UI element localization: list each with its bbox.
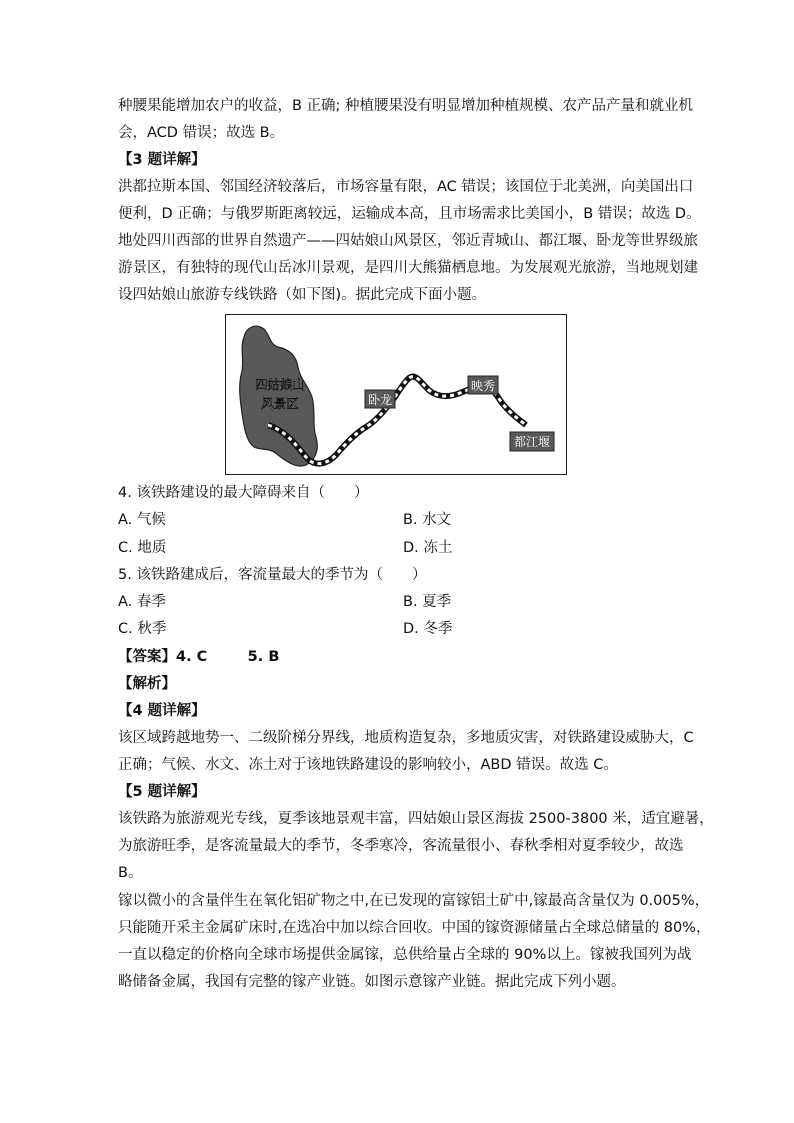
section-heading: 【4 题详解】 bbox=[118, 703, 206, 719]
text-line: 镓以微小的含量伴生在氧化铝矿物之中,在已发现的富镓铝土矿中,镓最高含量仅为 0.005%， bbox=[118, 893, 710, 909]
railway-map-graphic bbox=[226, 315, 568, 476]
q5-option-b: B. 夏季 bbox=[403, 594, 452, 610]
text-line: 设四姑娘山旅游专线铁路（如下图)。据此完成下面小题。 bbox=[118, 287, 487, 303]
q4-option-d: D. 冻土 bbox=[403, 540, 453, 556]
question-5-stem: 5. 该铁路建成后，客流量最大的季节为（ ） bbox=[118, 567, 427, 583]
text-line: B。 bbox=[118, 865, 143, 881]
section-heading: 【3 题详解】 bbox=[118, 152, 206, 168]
text-line: 会，ACD 错误；故选 B。 bbox=[118, 125, 285, 141]
q5-option-d: D. 冬季 bbox=[403, 621, 453, 637]
text-line: 洪都拉斯本国、邻国经济较落后，市场容量有限，AC 错误；该国位于北美洲，向美国出口 bbox=[118, 179, 694, 195]
station-yingxiu-label: 映秀 bbox=[470, 379, 496, 393]
q4-option-b: B. 水文 bbox=[403, 512, 452, 528]
q5-option-a: A. 春季 bbox=[118, 594, 166, 610]
text-line: 种腰果能增加农户的收益，B 正确; 种植腰果没有明显增加种植规模、农产品产量和就业机 bbox=[118, 98, 694, 114]
answer-label: 【答案】4. C 5. B bbox=[118, 649, 280, 665]
text-line: 便利，D 正确；与俄罗斯距离较远，运输成本高，且市场需求比美国小，B 错误；故选 D。 bbox=[118, 206, 701, 222]
text-line: 只能随开采主金属矿床时,在选冶中加以综合回收。中国的镓资源储量占全球总储量的 80%， bbox=[118, 920, 711, 936]
text-line: 地处四川西部的世界自然遗产——四姑娘山风景区，邻近青城山、都江堰、卧龙等世界级旅 bbox=[118, 233, 698, 249]
analysis-heading: 【解析】 bbox=[118, 676, 176, 692]
text-line: 略储备金属，我国有完整的镓产业链。如图示意镓产业链。据此完成下列小题。 bbox=[118, 974, 626, 990]
scenic-area-label-2: 风景区 bbox=[261, 396, 299, 411]
scenic-area-label-1: 四姑娘山 bbox=[254, 377, 306, 392]
railway-map bbox=[225, 314, 567, 475]
question-4-stem: 4. 该铁路建设的最大障碍来自（ ） bbox=[118, 485, 369, 501]
section-heading: 【5 题详解】 bbox=[118, 784, 206, 800]
q4-option-c: C. 地质 bbox=[118, 540, 167, 556]
text-line: 为旅游旺季，是客流量最大的季节，冬季寒冷，客流量很小、春秋季相对夏季较少，故选 bbox=[118, 838, 684, 854]
text-line: 游景区，有独特的现代山岳冰川景观，是四川大熊猫栖息地。为发展观光旅游，当地规划建 bbox=[118, 260, 698, 276]
station-wolong-label: 卧龙 bbox=[367, 393, 393, 407]
text-line: 该区域跨越地势一、二级阶梯分界线，地质构造复杂，多地质灾害，对铁路建设威胁大，C bbox=[118, 730, 694, 746]
station-dujiangyan-label: 都江堰 bbox=[513, 435, 551, 449]
text-line: 一直以稳定的价格向全球市场提供金属镓，总供给量占全球的 90%以上。镓被我国列为战 bbox=[118, 947, 692, 963]
q5-option-c: C. 秋季 bbox=[118, 621, 167, 637]
text-line: 正确；气候、水文、冻土对于该地铁路建设的影响较小，ABD 错误。故选 C。 bbox=[118, 757, 618, 773]
q4-option-a: A. 气候 bbox=[118, 512, 166, 528]
text-line: 该铁路为旅游观光专线，夏季该地景观丰富，四姑娘山景区海拔 2500-3800 米，适宜避暑， bbox=[118, 811, 714, 827]
